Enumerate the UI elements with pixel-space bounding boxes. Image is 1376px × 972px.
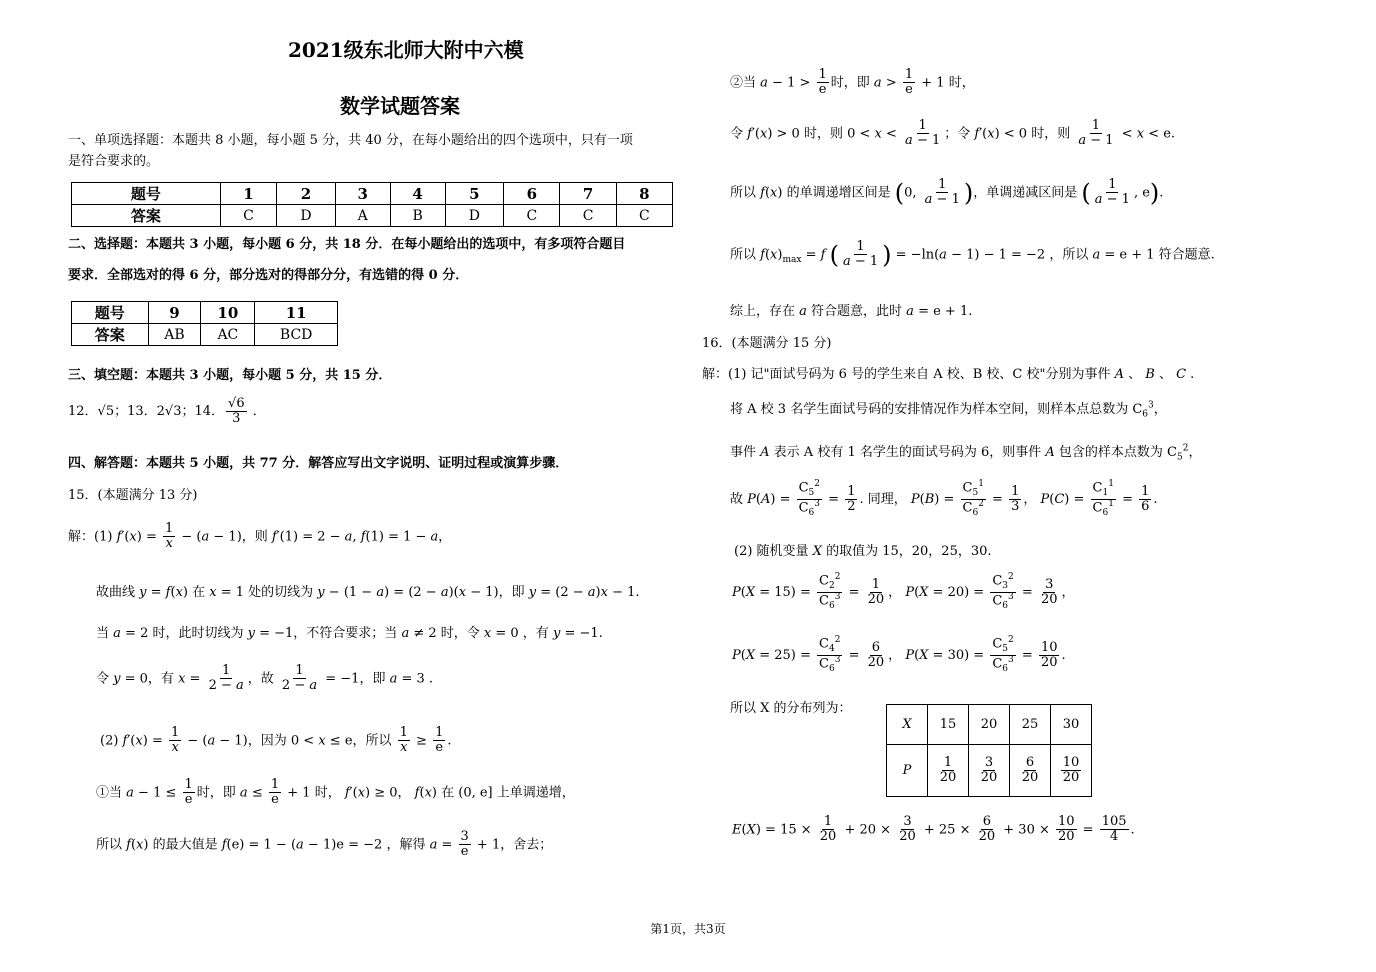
q16-line-7: P(X = 25) = $\frac{C_4^2}{C_6^3}$ = $\frac{6}{20}$ ， P(X = 30) = $\frac{C_5^2}{C_6^3}$ = $\frac{10}{20}$ . — [732, 635, 1066, 674]
q16-line-4: 故 P(A) = $\frac{C_5^2}{C_6^3}$ = $\frac{1}{2}$ . 同理， P(B) = $\frac{C_5^1}{C_6^2}$ = $\frac{1}{3}$ ， P(C) = $\frac{C_1^1}{C_6^1}$ = $\frac{1}{6}$ . — [730, 479, 1158, 518]
q15-line-6: ①当 a − 1 ≤ $\frac{1}{e}$ 时，即 a ≤ $\frac{1}{e}$ + 1 时， f′(x) ≥ 0， f(x) 在 (0, e] 上单调递增， — [96, 777, 575, 808]
q15-line-8: ②当 a − 1 > $\frac{1}{e}$ 时，即 a > $\frac{1}{e}$ + 1 时， — [730, 67, 975, 98]
page-title: 2021级东北师大附中六模 — [288, 38, 524, 62]
table-cell: $\frac{3}{20}$ — [969, 745, 1010, 797]
q15-line-9: 令 f′(x) > 0 时，则 0 < x < $\frac{1}{a - 1}$ ；令 f′(x) < 0 时，则 $\frac{1}{a - 1}$ < x < e. — [730, 118, 1176, 149]
answer-13-label: ；13． — [114, 404, 157, 419]
table-header-cell: 题号 — [72, 183, 221, 205]
table-cell: 10 — [201, 302, 255, 324]
q15-line-5: (2) f′(x) = $\frac{1}{x}$ − (a − 1)，因为 0 < x ≤ e，所以 $\frac{1}{x}$ ≥ $\frac{1}{e}$ . — [100, 725, 452, 756]
answer-12-label: 12． — [68, 404, 98, 419]
table-cell: BCD — [255, 324, 338, 346]
table-header-cell: 题号 — [72, 302, 149, 324]
sec2-answer-table — [71, 301, 338, 346]
page-footer: 第1页，共3页 — [650, 922, 726, 936]
table-cell: 20 — [969, 705, 1010, 745]
table-cell: A — [335, 205, 390, 227]
table-cell: 30 — [1051, 705, 1092, 745]
distribution-table — [886, 704, 1092, 797]
table-cell: 25 — [1010, 705, 1051, 745]
table-cell: AB — [148, 324, 201, 346]
dist-label: 所以 X 的分布列为： — [730, 701, 852, 716]
table-cell: 3 — [335, 183, 390, 205]
q16-line-2: 将 A 校 3 名学生面试号码的安排情况作为样本空间，则样本点总数为 $C_6^3$， — [730, 400, 1167, 420]
sec1-intro-2: 是符合要求的。 — [68, 154, 160, 169]
table-cell: B — [390, 205, 445, 227]
table-cell: AC — [201, 324, 255, 346]
q15-line-10: 所以 f(x) 的单调递增区间是 (0, $\frac{1}{a - 1}$ )，单调递减区间是 ( $\frac{1}{a - 1}$ , e). — [730, 177, 1164, 208]
sec1-answer-table — [71, 182, 673, 227]
table-cell: 11 — [255, 302, 338, 324]
q15-line-1: 解：(1) f′(x) = $\frac{1}{x}$ − (a − 1)，则 f′(1) = 2 − a, f(1) = 1 − a， — [68, 521, 452, 552]
table-header-cell: 答案 — [72, 324, 149, 346]
answer-14-label: ；14． — [181, 404, 225, 419]
table-cell: 4 — [390, 183, 445, 205]
q15-line-7: 所以 f(x) 的最大值是 f(e) = 1 − (a − 1)e = −2 ，解得 a = $\frac{3}{e}$ + 1，舍去； — [96, 829, 553, 860]
q16-line-1: 解：(1) 记"面试号码为 6 号的学生来自 A 校、B 校、C 校"分别为事件 A 、 B 、 C . — [702, 367, 1195, 382]
q15-line-11: 所以 $f(x)_{max} = f$ ( $\frac{1}{a - 1}$ ) = −ln(a − 1) − 1 = −2 ，所以 a = e + 1 符合题意. — [730, 239, 1215, 270]
sec2-intro-2: 要求．全部选对的得 6 分，部分选对的得部分分，有选错的得 0 分． — [68, 268, 469, 283]
table-cell: 7 — [560, 183, 616, 205]
sec1-intro-1: 一、单项选择题：本题共 8 小题，每小题 5 分，共 40 分，在每小题给出的四个选项中，只有一项 — [68, 133, 633, 148]
q16-line-5: (2) 随机变量 X 的取值为 15，20，25，30. — [734, 544, 992, 559]
q15-line-3: 当 a = 2 时，此时切线为 y = −1，不符合要求；当 a ≠ 2 时，令 x = 0 ，有 y = −1. — [96, 626, 603, 641]
q15-heading: 15．(本题满分 13 分) — [68, 488, 198, 503]
table-cell: C — [504, 205, 560, 227]
expectation-line: E(X) = 15 × $\frac{1}{20}$ + 20 × $\frac{3}{20}$ + 25 × $\frac{6}{20}$ + 30 × $\frac{10}{20}$ = $\frac{105}{4}$ . — [732, 814, 1135, 845]
table-cell: 8 — [616, 183, 672, 205]
table-cell: 9 — [148, 302, 201, 324]
sec3-intro: 三、填空题：本题共 3 小题，每小题 5 分，共 15 分． — [68, 368, 392, 383]
q16-line-3: 事件 A 表示 A 校有 1 名学生的面试号码为 6，则事件 A 包含的样本点数为 $C_5^2$， — [730, 443, 1202, 463]
table-cell: C — [560, 205, 616, 227]
table-header-cell: 答案 — [72, 205, 221, 227]
table-cell: 1 — [220, 183, 276, 205]
q15-line-4: 令 y = 0，有 x = $\frac{1}{2 - a}$ ，故 $\frac{1}{2 - a}$ = −1，即 a = 3 . — [96, 663, 434, 694]
page-subtitle: 数学试题答案 — [340, 94, 460, 118]
table-cell: 15 — [928, 705, 969, 745]
table-cell: $\frac{6}{20}$ — [1010, 745, 1051, 797]
sec2-intro-1: 二、选择题：本题共 3 小题，每小题 6 分，共 18 分．在每小题给出的选项中，有多项符合题目 — [68, 237, 626, 252]
table-header-cell: X — [887, 705, 928, 745]
table-cell: D — [277, 205, 336, 227]
sec4-intro: 四、解答题：本题共 5 小题，共 77 分．解答应写出文字说明、证明过程或演算步骤． — [68, 456, 569, 471]
q16-heading: 16．(本题满分 15 分) — [702, 336, 832, 351]
table-cell: $\frac{1}{20}$ — [928, 745, 969, 797]
table-cell: C — [220, 205, 276, 227]
table-cell: D — [445, 205, 504, 227]
table-cell: 2 — [277, 183, 336, 205]
table-cell: C — [616, 205, 672, 227]
sec3-answers: 12．√5；13．2√3；14． $\frac{√6}{3}$ ． — [68, 395, 266, 426]
table-cell: $\frac{10}{20}$ — [1051, 745, 1092, 797]
q16-line-6: P(X = 15) = $\frac{C_2^2}{C_6^3}$ = $\frac{1}{20}$ ， P(X = 20) = $\frac{C_3^2}{C_6^3}$ = $\frac{3}{20}$ ， — [732, 572, 1075, 611]
table-cell: 5 — [445, 183, 504, 205]
table-header-cell: P — [887, 745, 928, 797]
table-cell: 6 — [504, 183, 560, 205]
q15-line-12: 综上，存在 a 符合题意，此时 a = e + 1. — [730, 304, 973, 319]
q15-line-2: 故曲线 y = f(x) 在 x = 1 处的切线为 y − (1 − a) = (2 − a)(x − 1)，即 y = (2 − a)x − 1. — [96, 585, 640, 600]
